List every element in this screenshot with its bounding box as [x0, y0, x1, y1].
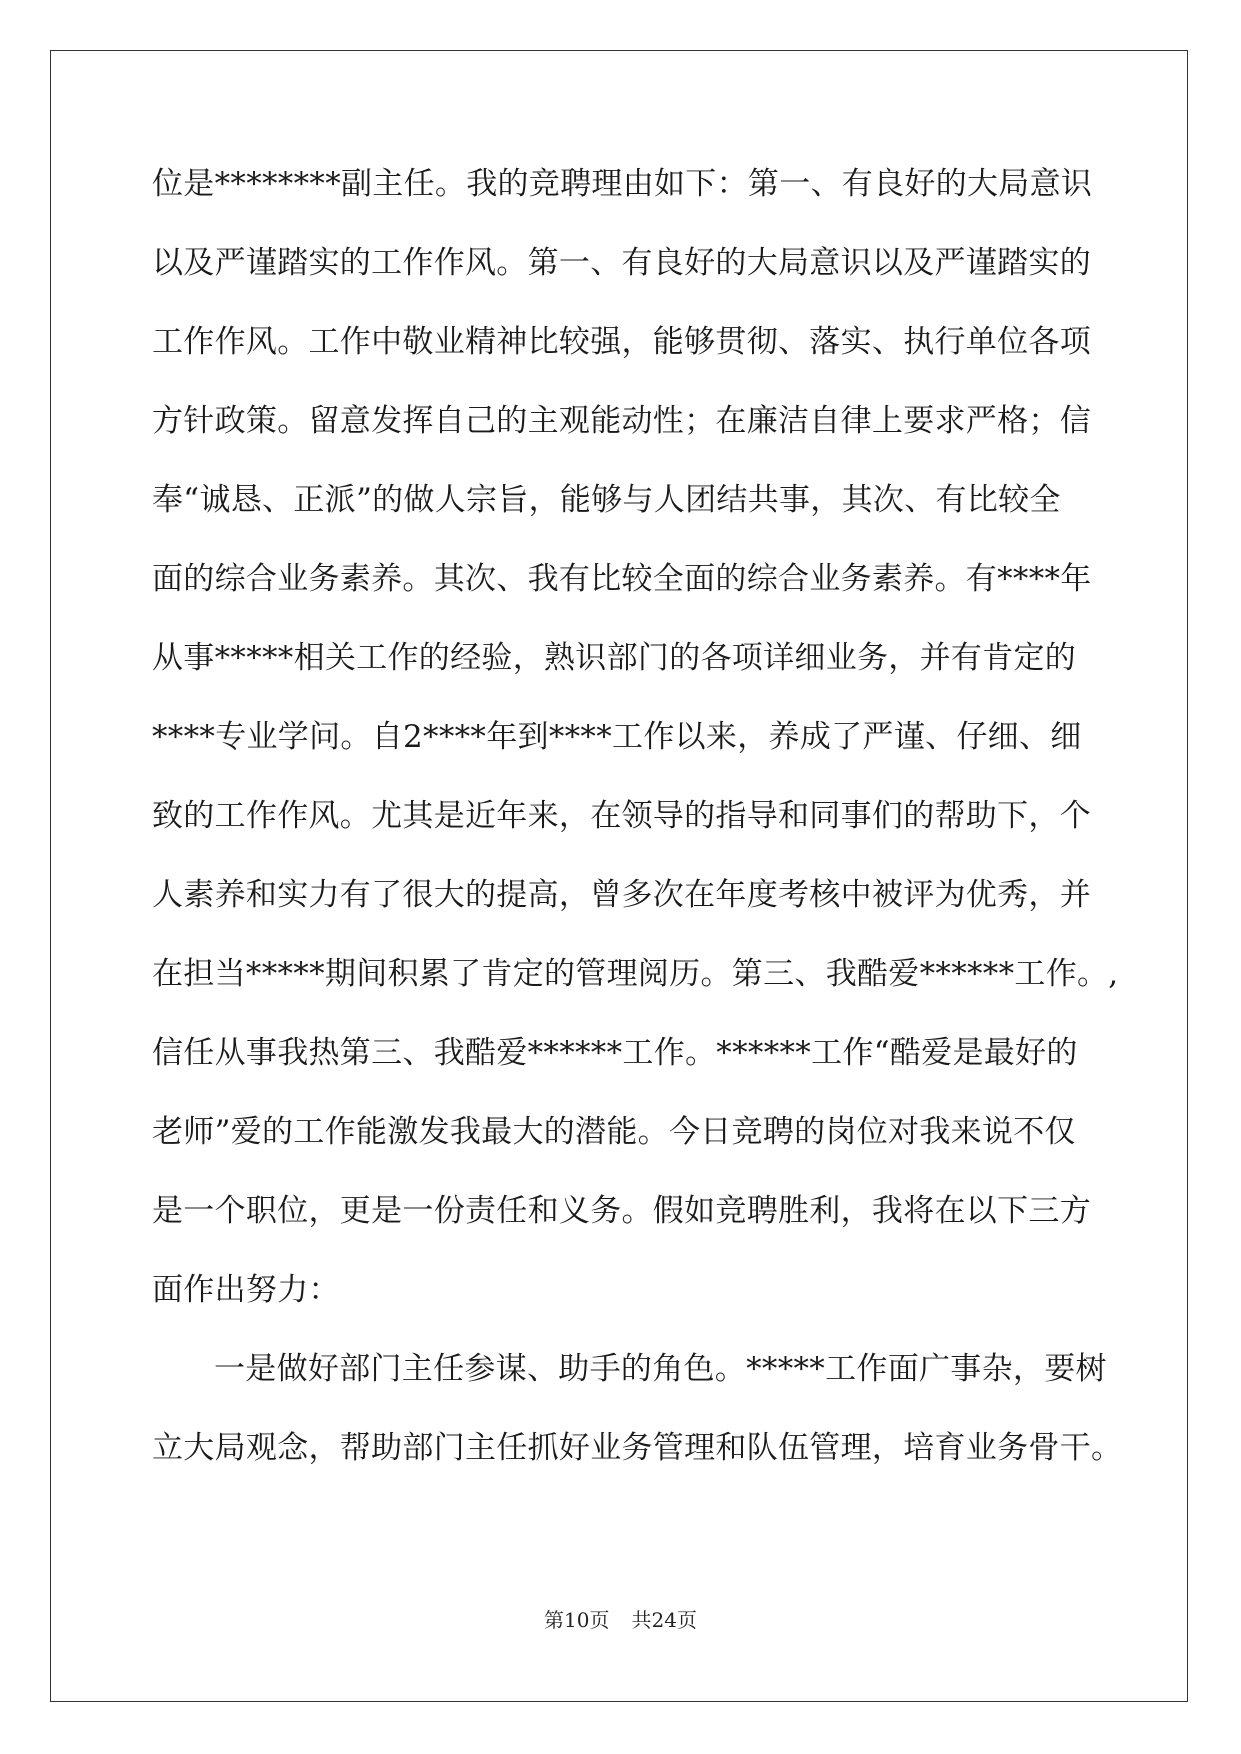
text-line: 面作出努力： — [152, 1272, 340, 1308]
page-total: 共24页 — [631, 1608, 697, 1632]
text-line: 致的工作作风。尤其是近年来，在领导的指导和同事们的帮助下，个 — [152, 798, 1091, 834]
text-line: 方针政策。留意发挥自己的主观能动性；在廉洁自律上要求严格；信 — [152, 403, 1091, 439]
text-line: ****专业学问。自2****年到****工作以来，养成了严谨、仔细、细 — [152, 719, 1082, 755]
text-line: 一是做好部门主任参谋、助手的角色。*****工作面广事杂，要树 — [214, 1351, 1107, 1387]
text-line: 人素养和实力有了很大的提高，曾多次在年度考核中被评为优秀，并 — [152, 877, 1091, 913]
text-line: 位是********副主任。我的竞聘理由如下：第一、有良好的大局意识 — [152, 166, 1093, 202]
text-line: 在担当*****期间积累了肯定的管理阅历。第三、我酷爱******工作。, — [152, 956, 1119, 992]
text-line: 工作作风。工作中敬业精神比较强，能够贯彻、落实、执行单位各项 — [152, 324, 1091, 360]
document-body — [152, 160, 1123, 1503]
text-line: 奉“诚恳、正派”的做人宗旨，能够与人团结共事，其次、有比较全 — [152, 482, 1061, 518]
text-line: 信任从事我热第三、我酷爱******工作。******工作“酷爱是最好的 — [152, 1035, 1078, 1071]
page-number: 第10页 — [544, 1608, 610, 1632]
text-line: 是一个职位，更是一份责任和义务。假如竞聘胜利，我将在以下三方 — [152, 1193, 1091, 1229]
page-footer — [0, 1604, 1241, 1633]
text-line: 面的综合业务素养。其次、我有比较全面的综合业务素养。有****年 — [152, 561, 1092, 597]
text-line: 老师”爱的工作能激发我最大的潜能。今日竞聘的岗位对我来说不仅 — [152, 1114, 1076, 1150]
text-line: 从事*****相关工作的经验，熟识部门的各项详细业务，并有肯定的 — [152, 640, 1077, 676]
text-line: 立大局观念，帮助部门主任抓好业务管理和队伍管理，培育业务骨干。 — [152, 1430, 1123, 1466]
text-line: 以及严谨踏实的工作作风。第一、有良好的大局意识以及严谨踏实的 — [152, 245, 1091, 281]
